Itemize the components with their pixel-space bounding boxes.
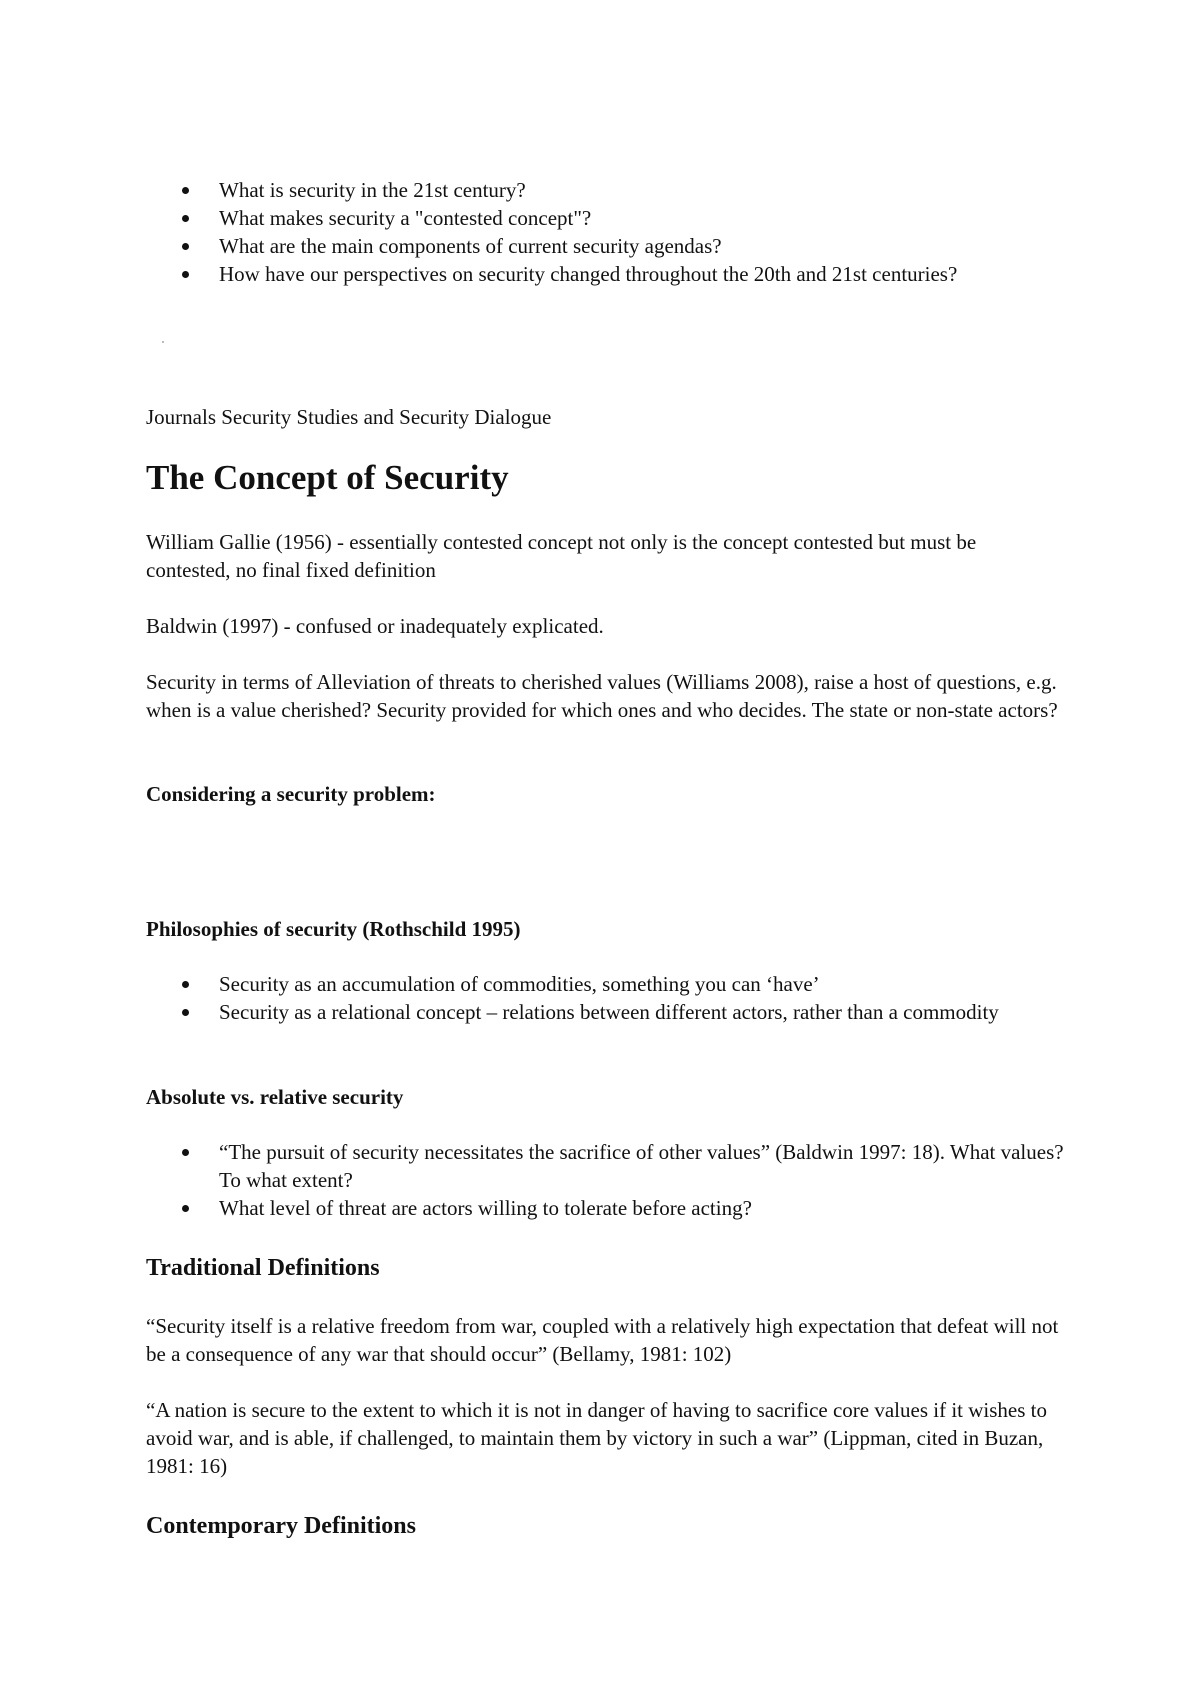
traditional-quote-2: “A nation is secure to the extent to which it is not in danger of having to sacrifice core values if it wishes to avoid war, and is able, if challenged, to maintain them by victory in such a war” (Lippman, cited in Buzan, 1981: 16) <box>146 1398 1048 1478</box>
list-item-text: “The pursuit of security necessitates the sacrifice of other values” (Baldwin 1997: 18). What values? To what extent? <box>219 1140 1064 1192</box>
considering-heading: Considering a security problem: <box>146 782 436 806</box>
list-item <box>146 232 1076 260</box>
list-item-text: What level of threat are actors willing to tolerate before acting? <box>219 1196 752 1220</box>
journals-line-block <box>146 403 1076 431</box>
contemporary-heading-block <box>146 1511 1076 1541</box>
baldwin-paragraph: Baldwin (1997) - confused or inadequately explicated. <box>146 614 604 638</box>
journals-line: Journals Security Studies and Security Dialogue <box>146 405 552 429</box>
bullet-icon <box>182 187 189 194</box>
bullet-icon <box>182 243 189 250</box>
list-item-text: Security as a relational concept – relations between different actors, rather than a commodity <box>219 1000 999 1024</box>
traditional-quote-2-block <box>146 1396 1066 1480</box>
traditional-quote-1-block <box>146 1312 1066 1368</box>
list-item <box>146 1194 1076 1222</box>
contemporary-heading: Contemporary Definitions <box>146 1513 416 1539</box>
williams-block <box>146 668 1081 724</box>
williams-paragraph: Security in terms of Alleviation of threats to cherished values (Williams 2008), raise a host of questions, e.g. when is a value cherished? Security provided for which ones and who decides. The state or non-state actors? <box>146 670 1058 722</box>
philosophies-heading: Philosophies of security (Rothschild 1995) <box>146 917 521 941</box>
gallie-block <box>146 528 1051 584</box>
stray-mark <box>162 341 164 343</box>
bullet-icon <box>182 271 189 278</box>
list-item-text: How have our perspectives on security changed throughout the 20th and 21st centuries? <box>219 262 958 286</box>
bullet-icon <box>182 215 189 222</box>
bullet-icon <box>182 1009 189 1016</box>
list-item <box>146 260 1076 288</box>
bullet-icon <box>182 1149 189 1156</box>
bullet-icon <box>182 1205 189 1212</box>
list-item <box>146 998 1076 1026</box>
traditional-quote-1: “Security itself is a relative freedom from war, coupled with a relatively high expectation that defeat will not be a consequence of any war that should occur” (Bellamy, 1981: 102) <box>146 1314 1059 1366</box>
absolute-heading-block <box>146 1083 1076 1111</box>
bullet-icon <box>182 981 189 988</box>
gallie-paragraph: William Gallie (1956) - essentially contested concept not only is the concept contested but must be contested, no final fixed definition <box>146 530 977 582</box>
list-item <box>146 970 1076 998</box>
list-item <box>146 204 1076 232</box>
page-title: The Concept of Security <box>146 458 509 497</box>
traditional-heading-block <box>146 1253 1076 1283</box>
absolute-heading: Absolute vs. relative security <box>146 1085 404 1109</box>
list-item <box>146 176 1076 204</box>
intro-questions-list <box>146 176 1076 288</box>
philosophies-list <box>146 970 1076 1026</box>
traditional-heading: Traditional Definitions <box>146 1255 380 1281</box>
list-item-text: What makes security a "contested concept"? <box>219 206 592 230</box>
baldwin-block <box>146 612 1076 640</box>
list-item-text: What is security in the 21st century? <box>219 178 526 202</box>
list-item-text: Security as an accumulation of commodities, something you can ‘have’ <box>219 972 820 996</box>
list-item-text: What are the main components of current security agendas? <box>219 234 722 258</box>
considering-block <box>146 780 1076 808</box>
philosophies-heading-block <box>146 915 1076 943</box>
main-heading-block <box>146 458 1076 498</box>
absolute-list <box>146 1138 1076 1222</box>
list-item <box>146 1138 1076 1194</box>
